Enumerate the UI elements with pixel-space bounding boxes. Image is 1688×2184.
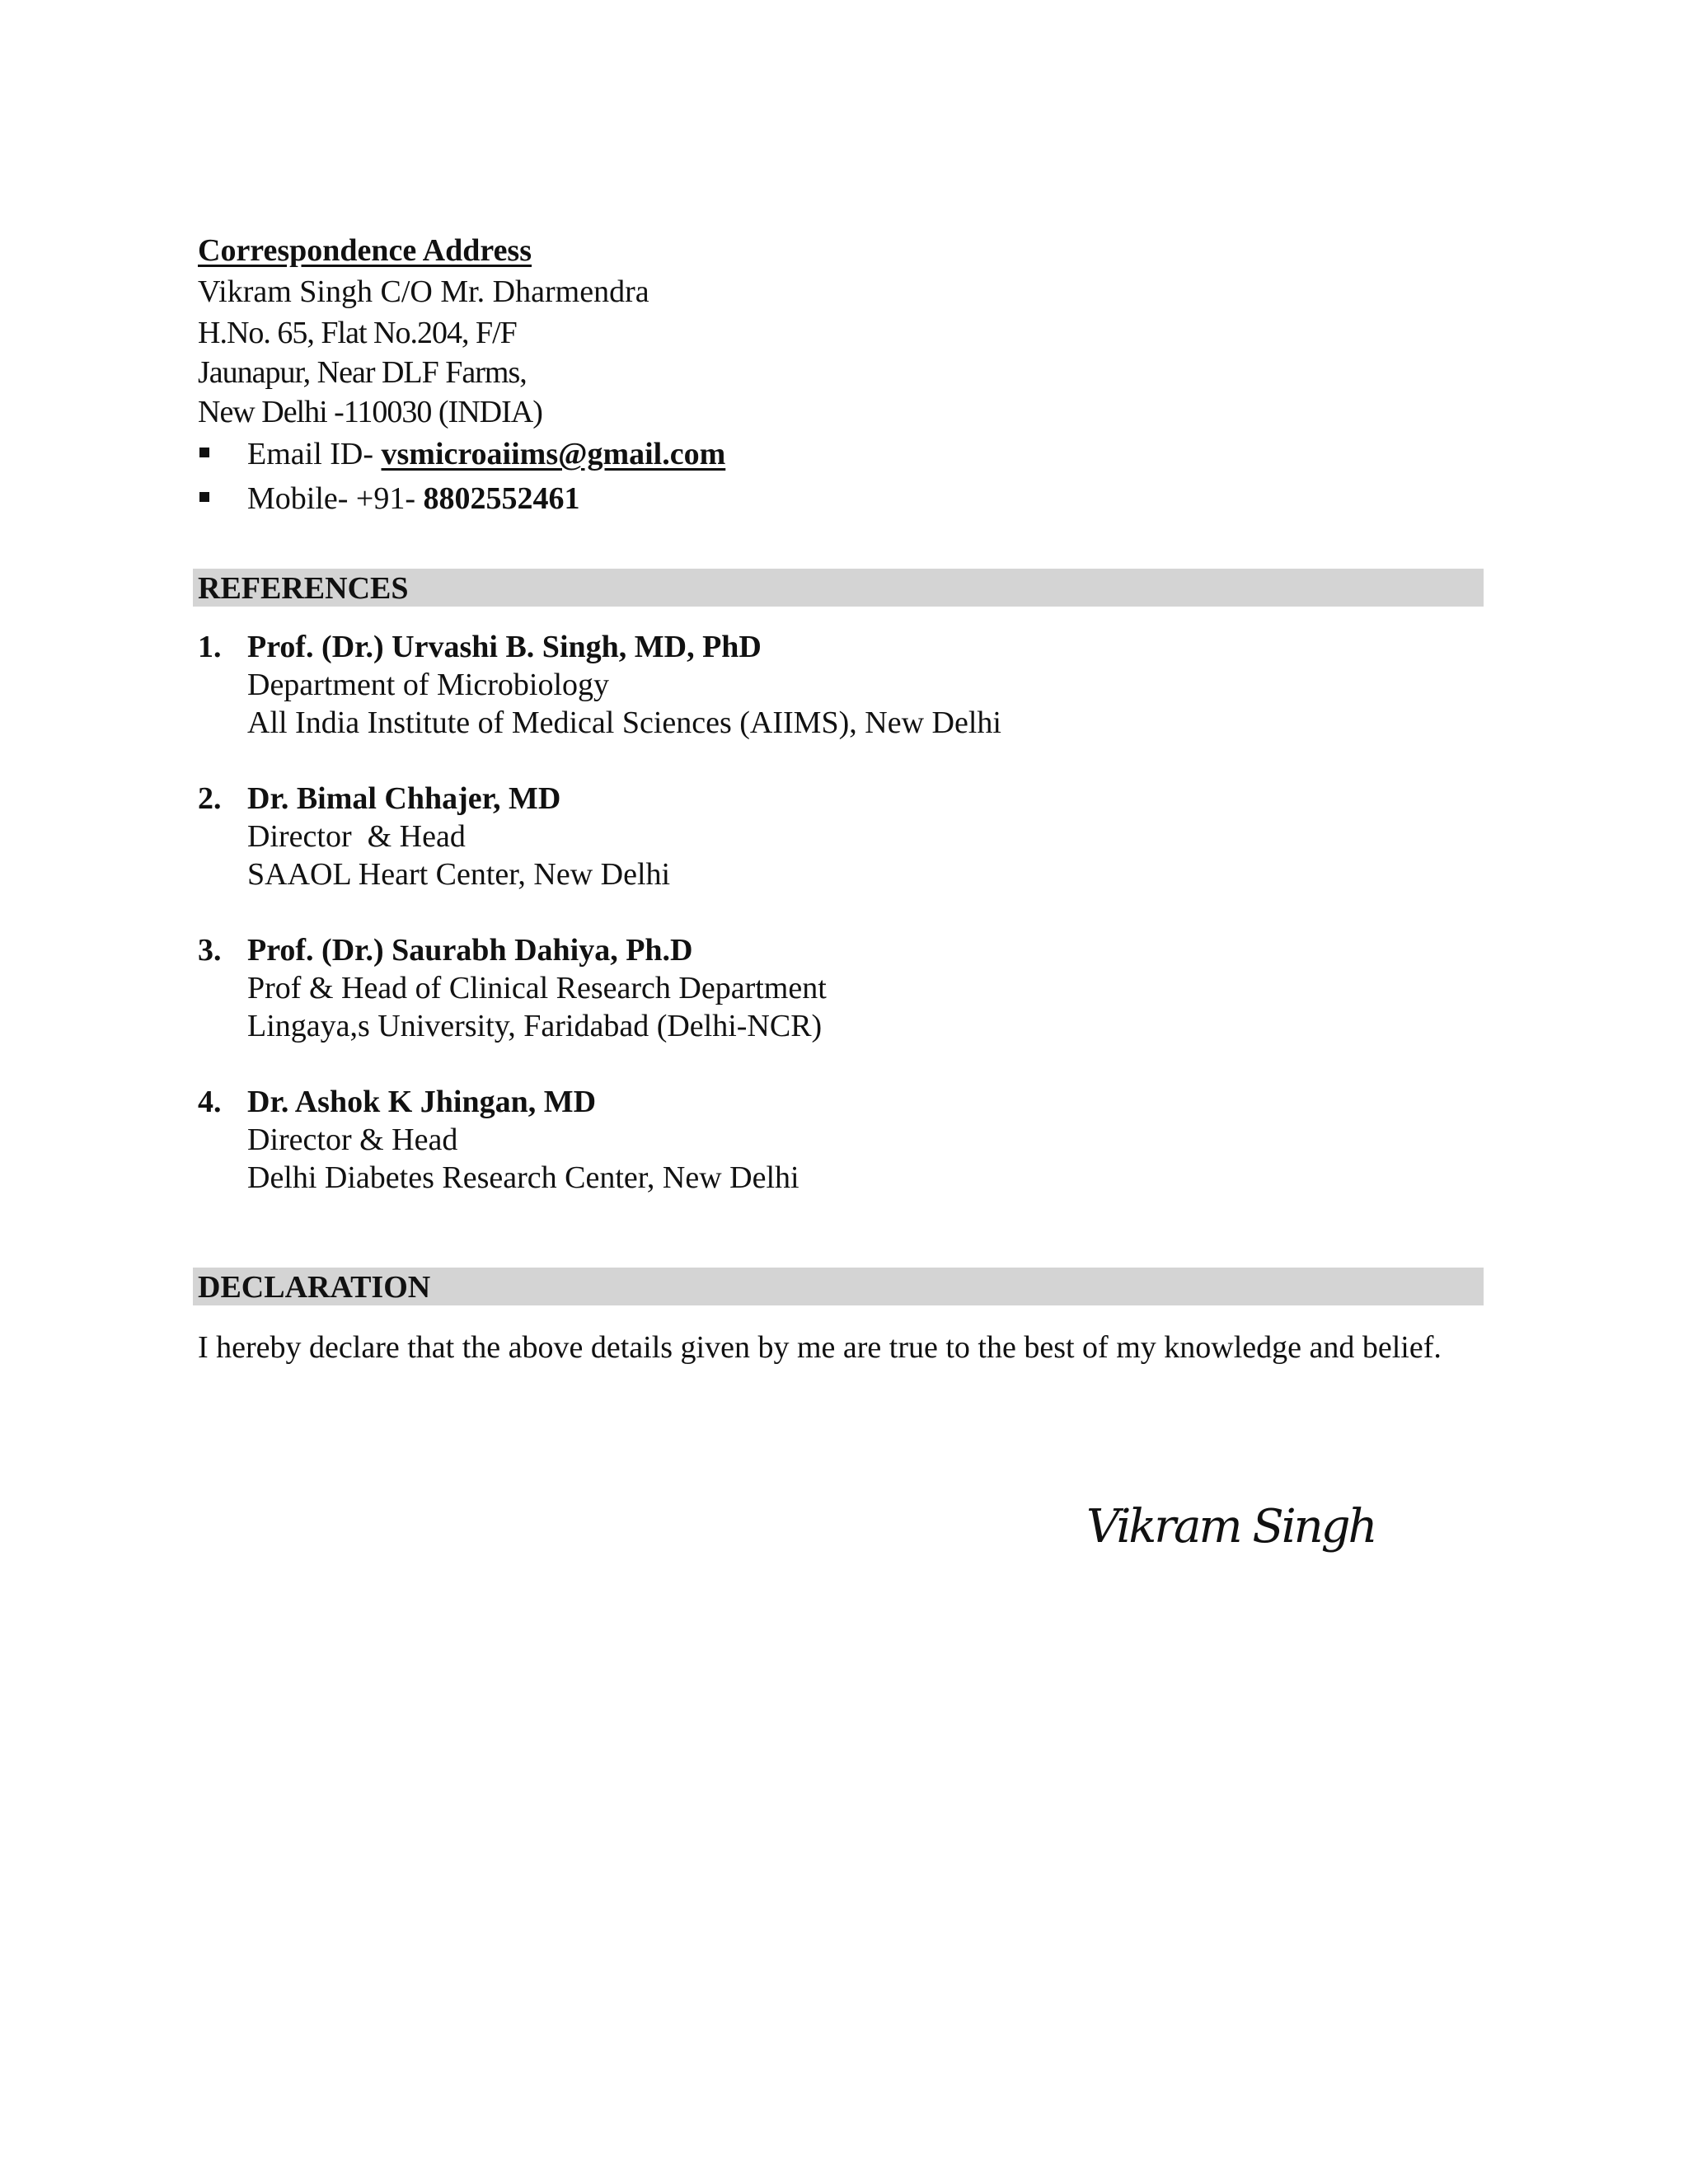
- square-bullet-icon: [199, 448, 209, 457]
- reference-number: 3.: [198, 933, 222, 968]
- address-line-name: Vikram Singh C/O Mr. Dharmendra: [198, 274, 649, 309]
- address-line-house: H.No. 65, Flat No.204, F/F: [198, 316, 517, 350]
- email-item: [198, 432, 1484, 476]
- reference-name: Prof. (Dr.) Saurabh Dahiya, Ph.D: [247, 933, 693, 968]
- contact-list: [198, 432, 1484, 521]
- reference-department: Department of Microbiology: [247, 668, 610, 702]
- reference-item: [198, 780, 1484, 893]
- reference-institution: Lingaya,s University, Faridabad (Delhi-NCR): [247, 1009, 823, 1043]
- reference-institution: SAAOL Heart Center, New Delhi: [247, 857, 671, 892]
- reference-item: [198, 628, 1484, 742]
- reference-name: Prof. (Dr.) Urvashi B. Singh, MD, PhD: [247, 630, 762, 664]
- correspondence-address: [198, 231, 1484, 521]
- mobile-item: [198, 476, 1484, 521]
- references-list: [198, 628, 1484, 1197]
- reference-institution: All India Institute of Medical Sciences (AIIMS), New Delhi: [247, 705, 1001, 740]
- email-label: Email ID-: [247, 437, 382, 471]
- square-bullet-icon: [199, 492, 209, 502]
- reference-item: [198, 931, 1484, 1045]
- signature: Vikram Singh: [1086, 1500, 1376, 1554]
- reference-number: 4.: [198, 1085, 222, 1119]
- reference-department: Prof & Head of Clinical Research Department: [247, 971, 827, 1005]
- reference-number: 2.: [198, 781, 222, 816]
- mobile-label: Mobile- +91-: [247, 481, 424, 516]
- declaration-text: I hereby declare that the above details given by me are true to the best of my knowledge and belief.: [198, 1330, 1442, 1365]
- mobile-number: 8802552461: [423, 481, 580, 516]
- reference-name: Dr. Bimal Chhajer, MD: [247, 781, 561, 816]
- email-link[interactable]: vsmicroaiims@gmail.com: [381, 437, 726, 471]
- reference-institution: Delhi Diabetes Research Center, New Delhi: [247, 1160, 799, 1195]
- document-body: [198, 231, 1484, 1366]
- reference-item: [198, 1083, 1484, 1197]
- references-heading: REFERENCES: [193, 569, 1484, 607]
- reference-name: Dr. Ashok K Jhingan, MD: [247, 1085, 597, 1119]
- address-line-city: New Delhi -110030 (INDIA): [198, 395, 542, 429]
- reference-department: Director & Head: [247, 819, 466, 854]
- address-heading: Correspondence Address: [198, 233, 532, 268]
- address-line-locality: Jaunapur, Near DLF Farms,: [198, 355, 527, 390]
- reference-department: Director & Head: [247, 1122, 458, 1157]
- declaration-heading: DECLARATION: [193, 1268, 1484, 1305]
- reference-number: 1.: [198, 630, 222, 664]
